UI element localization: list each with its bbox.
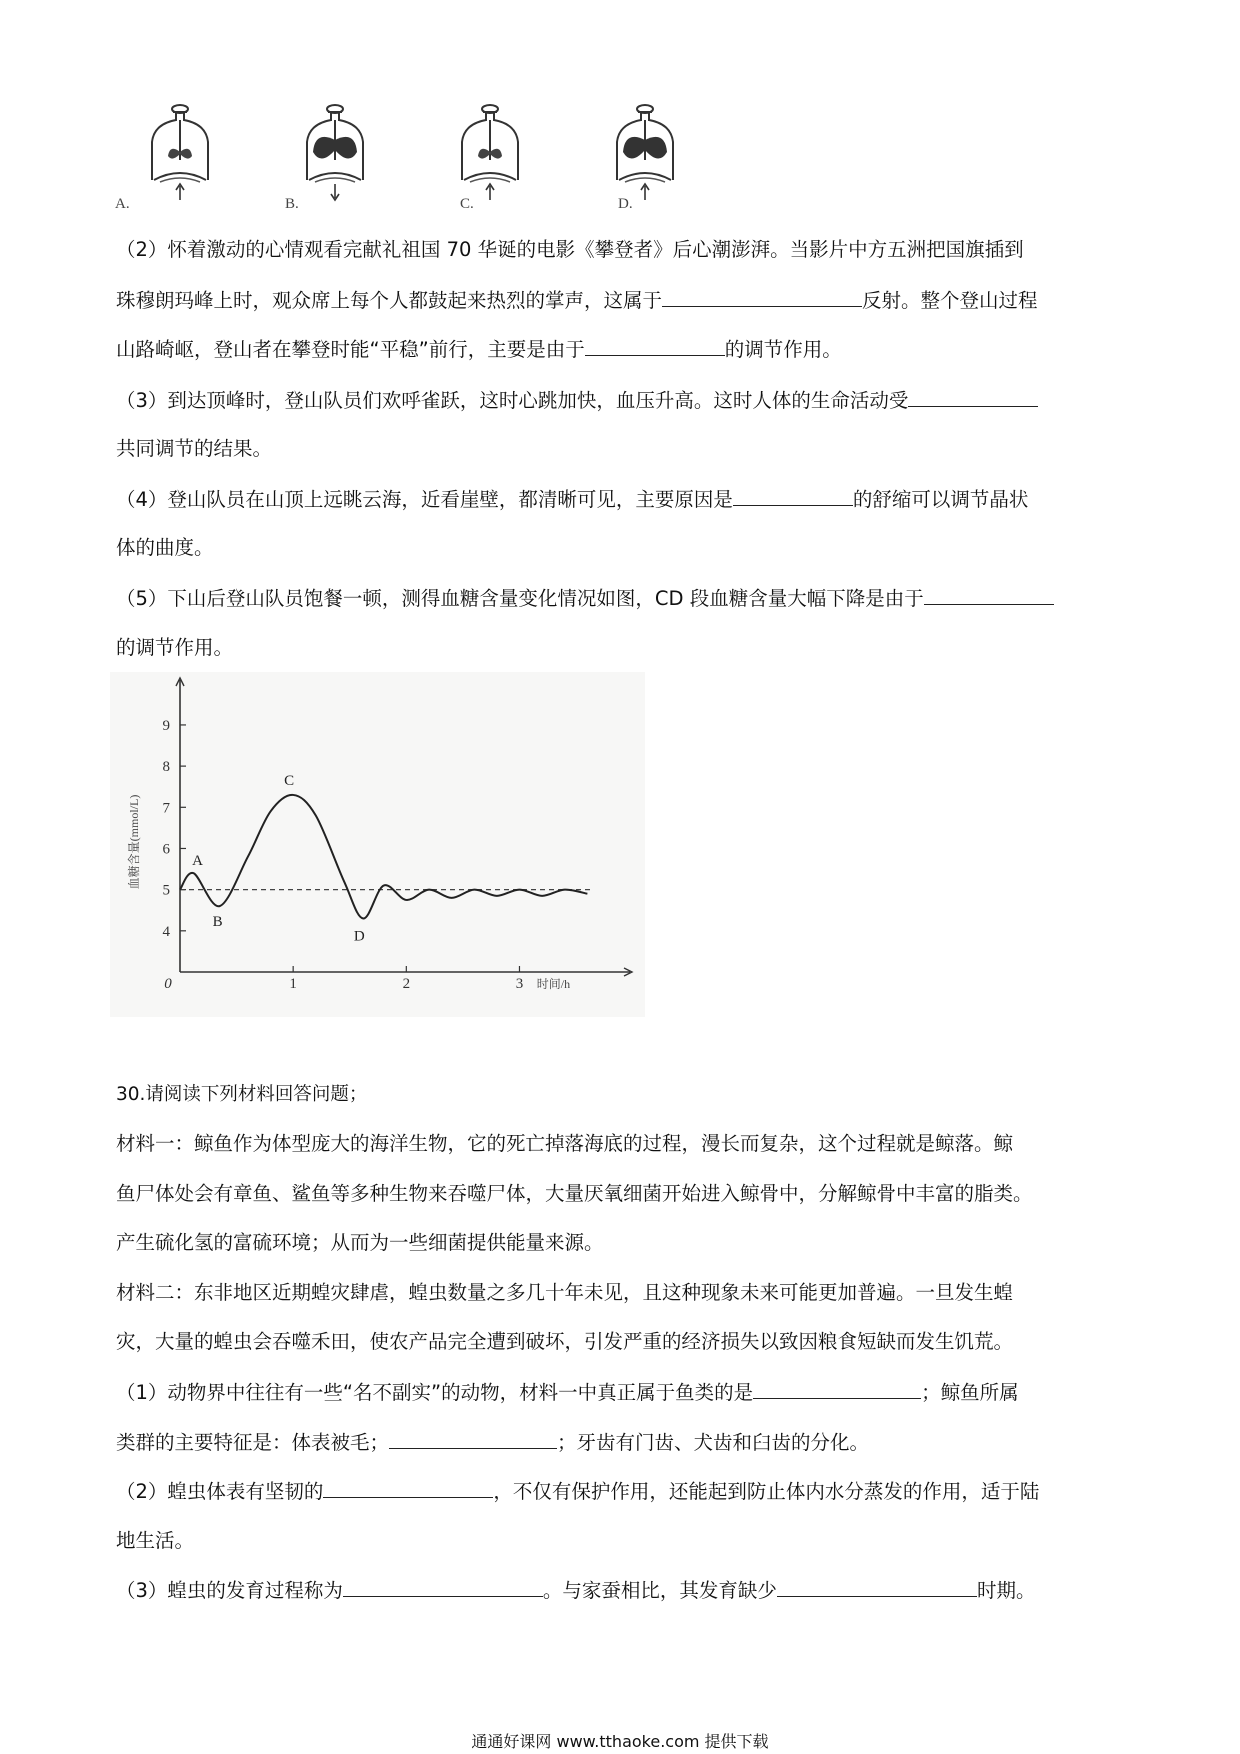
q29-part2-text: 反射。整个登山过程 [862, 289, 1038, 312]
q30-material2-line2: 灾，大量的蝗虫会吞噬禾田，使农产品完全遭到破坏，引发严重的经济损失以致因粮食短缺而发生饥荒。 [116, 1330, 1014, 1353]
answer-blank[interactable] [389, 1430, 557, 1449]
answer-blank[interactable] [733, 487, 853, 506]
q29-part2-text: 珠穆朗玛峰上时，观众席上每个人都鼓起来热烈的掌声，这属于 [116, 289, 663, 312]
answer-blank[interactable] [323, 1479, 493, 1498]
bell-jar-figure [110, 90, 770, 220]
x-tick-label: 0 [164, 976, 172, 992]
blood-glucose-chart [110, 672, 645, 1017]
q30-part3-text: 时期。 [976, 1579, 1036, 1602]
q29-part4-line2: 体的曲度。 [116, 536, 214, 559]
answer-blank[interactable] [585, 337, 725, 356]
x-tick-label: 1 [289, 976, 297, 992]
q30-part1-text: 类群的主要特征是：体表被毛； [116, 1431, 390, 1454]
y-axis-label: 血糖含量(mmol/L) [127, 794, 141, 890]
q30-part2-line2: 地生活。 [116, 1529, 195, 1552]
y-tick-label: 5 [162, 882, 170, 899]
answer-blank[interactable] [908, 388, 1038, 407]
option-a-jar [152, 105, 208, 200]
option-label-c: C. [460, 196, 474, 212]
q30-part1-line2 [116, 1430, 869, 1455]
y-tick-label: 4 [162, 923, 170, 940]
q30-part1-text: ；鲸鱼所属 [921, 1381, 1019, 1404]
page-footer: 通通好课网 www.tthaoke.com 提供下载 [471, 1732, 769, 1751]
q30-part2-text: （2）蝗虫体表有坚韧的 [116, 1480, 324, 1503]
answer-blank[interactable] [662, 288, 862, 307]
point-label-b: B [212, 914, 223, 931]
q30-part2-line1 [116, 1479, 1039, 1504]
q30-material2-line1: 材料二：东非地区近期蝗灾肆虐，蝗虫数量之多几十年未见，且这种现象未来可能更加普遍。一旦发生蝗 [116, 1281, 1014, 1304]
y-tick-label: 6 [162, 841, 170, 858]
x-tick-label: 2 [402, 976, 411, 992]
q30-material1-line3: 产生硫化氢的富硫环境；从而为一些细菌提供能量来源。 [116, 1231, 604, 1254]
option-d-jar [617, 105, 673, 200]
answer-blank[interactable] [924, 586, 1054, 605]
x-axis-label: 时间/h [536, 977, 571, 991]
q29-part2-text: 山路崎岖，登山者在攀登时能“平稳”前行，主要是由于 [116, 338, 585, 361]
q29-part4-text: （4）登山队员在山顶上远眺云海，近看崖壁，都清晰可见，主要原因是 [116, 488, 733, 511]
y-tick-label: 7 [162, 800, 170, 817]
q30-intro: 30.请阅读下列材料回答问题； [116, 1084, 368, 1105]
option-label-d: D. [618, 196, 633, 212]
point-label-a: A [192, 853, 204, 870]
q29-part2-line2 [116, 288, 1038, 313]
q29-part5-line2: 的调节作用。 [116, 636, 234, 659]
option-label-a: A. [115, 196, 130, 212]
x-tick-label: 3 [515, 976, 524, 992]
q30-part1-text: （1）动物界中往往有一些“名不副实”的动物，材料一中真正属于鱼类的是 [116, 1381, 754, 1404]
option-b-jar [307, 105, 363, 200]
answer-blank[interactable] [777, 1578, 977, 1597]
q30-material1-line2: 鱼尸体处会有章鱼、鲨鱼等多种生物来吞噬尸体，大量厌氧细菌开始进入鲸骨中，分解鲸骨中丰富的脂类。 [116, 1182, 1033, 1205]
q30-material1-line1: 材料一：鲸鱼作为体型庞大的海洋生物，它的死亡掉落海底的过程，漫长而复杂，这个过程就是鲸落。鲸 [116, 1132, 1014, 1155]
q29-part2-line3 [116, 337, 842, 362]
q29-part4-text: 的舒缩可以调节晶状 [852, 488, 1029, 511]
answer-blank[interactable] [753, 1380, 921, 1399]
option-c-jar [462, 105, 518, 200]
q30-part2-text: ，不仅有保护作用，还能起到防止体内水分蒸发的作用，适于陆 [493, 1480, 1040, 1503]
y-tick-label: 9 [162, 717, 170, 734]
q29-part5-line1 [116, 586, 1054, 611]
answer-blank[interactable] [343, 1578, 543, 1597]
q30-part3-text: （3）蝗虫的发育过程称为 [116, 1579, 343, 1602]
q29-part4-line1 [116, 487, 1028, 512]
q30-part3-line1 [116, 1578, 1035, 1603]
q29-part3-line1 [116, 388, 1038, 413]
point-label-c: C [284, 772, 295, 789]
q29-part2-line1: （2）怀着激动的心情观看完献礼祖国 70 华诞的电影《攀登者》后心潮澎湃。当影片中方五洲把国旗插到 [116, 238, 1024, 261]
point-label-d: D [353, 928, 365, 945]
q30-part1-text: ；牙齿有门齿、犬齿和臼齿的分化。 [557, 1431, 870, 1454]
blood-glucose-curve [180, 795, 587, 919]
q29-part5-text: （5）下山后登山队员饱餐一顿，测得血糖含量变化情况如图，CD 段血糖含量大幅下降是由于 [116, 587, 924, 610]
q29-part3-line2: 共同调节的结果。 [116, 437, 273, 460]
q30-part3-text: 。与家蚕相比，其发育缺少 [542, 1579, 777, 1602]
q30-part1-line1 [116, 1380, 1019, 1405]
y-tick-label: 8 [162, 759, 170, 776]
q29-part3-text: （3）到达顶峰时，登山队员们欢呼雀跃，这时心跳加快，血压升高。这时人体的生命活动受 [116, 389, 909, 412]
option-label-b: B. [285, 196, 299, 212]
q29-part2-text: 的调节作用。 [724, 338, 842, 361]
